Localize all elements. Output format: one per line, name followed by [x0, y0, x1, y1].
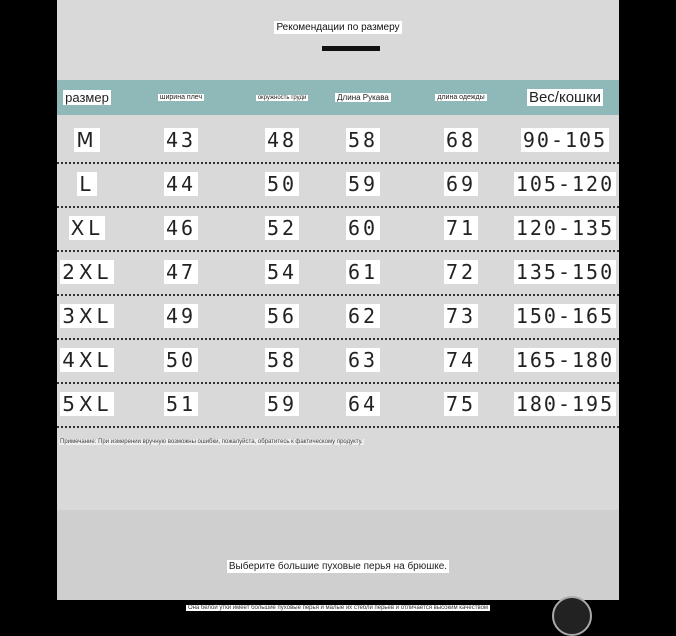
size-cell: 2XL [62, 260, 112, 284]
table-row [57, 250, 619, 296]
table-row [57, 294, 619, 340]
value-cell: 165-180 [515, 348, 615, 372]
value-cell: 52 [266, 216, 298, 240]
value-cell: 54 [266, 260, 298, 284]
col-weight: Вес/кошки [528, 89, 602, 106]
value-cell: 72 [445, 260, 477, 284]
value-cell: 47 [165, 260, 197, 284]
value-cell: 73 [445, 304, 477, 328]
value-cell: 69 [445, 172, 477, 196]
value-cell: 135-150 [515, 260, 615, 284]
scroll-button[interactable] [552, 596, 592, 636]
value-cell: 50 [266, 172, 298, 196]
value-cell: 43 [165, 128, 197, 152]
value-cell: 51 [165, 392, 197, 416]
table-row [57, 162, 619, 208]
value-cell: 63 [347, 348, 379, 372]
value-cell: 49 [165, 304, 197, 328]
value-cell: 61 [347, 260, 379, 284]
col-length: длина одежды [437, 94, 485, 101]
page-title: Рекомендации по размеру [276, 22, 400, 33]
value-cell: 90-105 [522, 128, 608, 152]
col-sleeve: Длина Рукава [337, 93, 389, 102]
value-cell: 50 [165, 348, 197, 372]
value-cell: 46 [165, 216, 197, 240]
value-cell: 62 [347, 304, 379, 328]
value-cell: 56 [266, 304, 298, 328]
value-cell: 150-165 [515, 304, 615, 328]
size-cell: M [76, 128, 98, 152]
title-underline [322, 46, 380, 51]
col-size: размер [65, 90, 109, 105]
table-row [57, 338, 619, 384]
size-cell: XL [70, 216, 104, 240]
value-cell: 68 [445, 128, 477, 152]
value-cell: 75 [445, 392, 477, 416]
value-cell: 59 [347, 172, 379, 196]
lower-caption: Выберите большие пуховые перья на брюшке. [228, 561, 448, 572]
value-cell: 71 [445, 216, 477, 240]
table-row [57, 118, 619, 164]
value-cell: 58 [266, 348, 298, 372]
measurement-note: Примечание: При измерении вручную возможны ошибки, пожалуйста, обратитесь к фактическому продукту. [60, 439, 363, 445]
value-cell: 64 [347, 392, 379, 416]
value-cell: 60 [347, 216, 379, 240]
value-cell: 58 [347, 128, 379, 152]
value-cell: 105-120 [515, 172, 615, 196]
size-cell: 5XL [62, 392, 112, 416]
value-cell: 74 [445, 348, 477, 372]
table-header [57, 80, 619, 115]
value-cell: 180-195 [515, 392, 615, 416]
lower-subcaption: Она белой утки имеет большие пуховые перья и малые их стебли перьев и отличается высоким качеством [187, 605, 489, 611]
lower-section [57, 510, 619, 611]
value-cell: 44 [165, 172, 197, 196]
size-cell: L [79, 172, 95, 196]
col-shoulder: ширина плеч [159, 94, 203, 101]
table-row [57, 206, 619, 252]
value-cell: 48 [266, 128, 298, 152]
value-cell: 59 [266, 392, 298, 416]
value-cell: 120-135 [515, 216, 615, 240]
size-chart-panel [57, 0, 619, 611]
size-cell: 3XL [62, 304, 112, 328]
table-row [57, 382, 619, 428]
col-chest: окружность груди [257, 94, 307, 101]
size-cell: 4XL [62, 348, 112, 372]
